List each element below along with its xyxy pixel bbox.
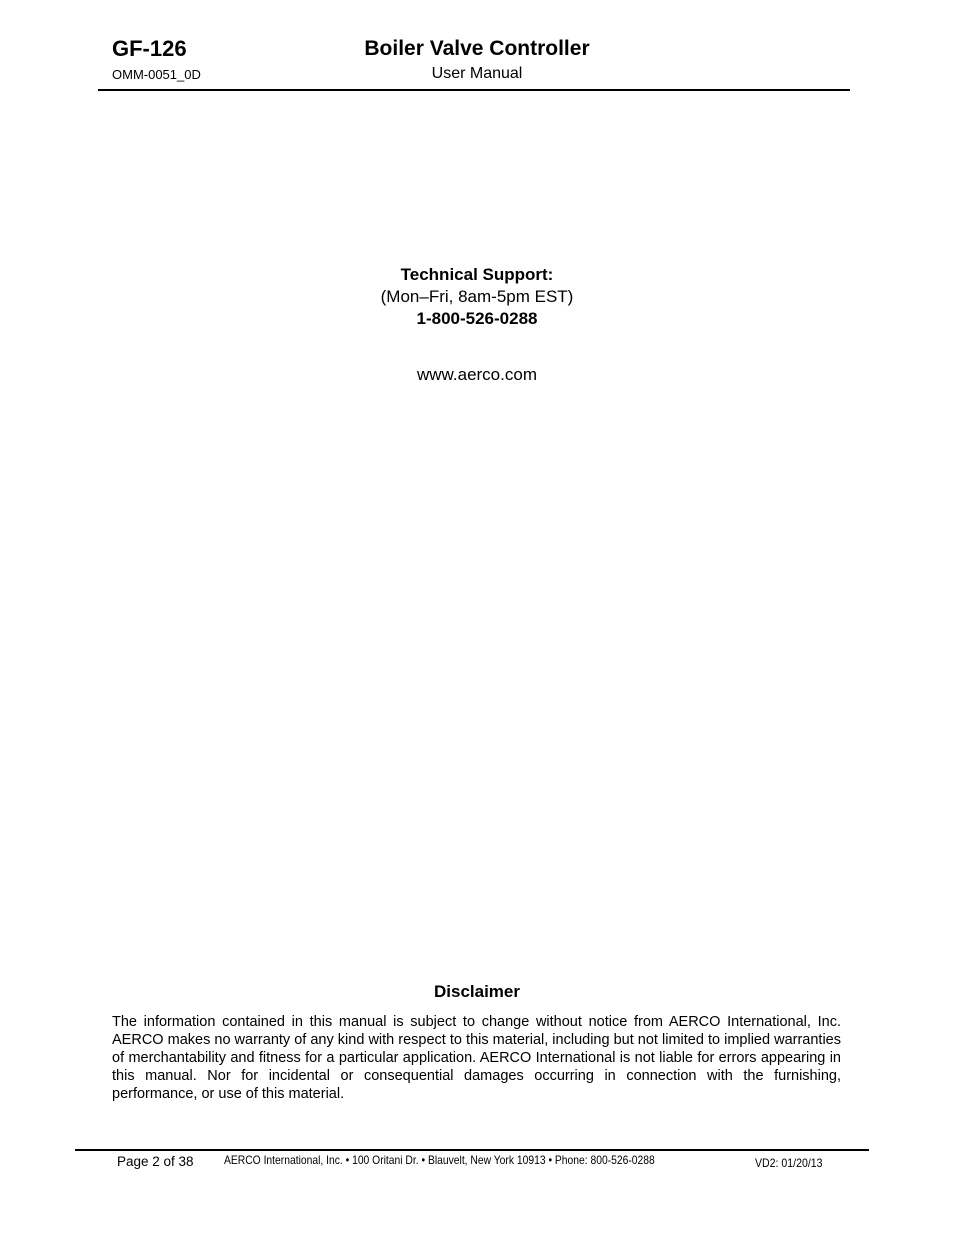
footer-company-info: AERCO International, Inc. • 100 Oritani Dr. • Blauvelt, New York 10913 • Phone: 800-526-0288 (224, 1153, 655, 1167)
document-title: Boiler Valve Controller (364, 37, 590, 60)
footer-divider (75, 1149, 869, 1151)
product-code: GF-126 (112, 36, 187, 61)
page-number: Page 2 of 38 (117, 1154, 194, 1169)
support-phone: 1-800-526-0288 (416, 309, 538, 328)
technical-support-block (0, 264, 954, 386)
header-divider (98, 89, 850, 91)
document-subtitle: User Manual (431, 65, 523, 82)
disclaimer-body: The information contained in this manual is subject to change without notice from AERCO International, Inc. AERCO makes no warranty of any kind with respect to this material, including but not limited to implied warranties of merchantability and fitness for a particular application. AERCO International is not liable for errors appearing in this manual. Nor for incidental or consequential damages occurring in connection with the furnishing, performance, or use of this material. (112, 1014, 841, 1102)
footer-version: VD2: 01/20/13 (755, 1156, 823, 1170)
support-website-link[interactable]: www.aerco.com (417, 365, 537, 384)
disclaimer-title: Disclaimer (434, 982, 520, 1001)
document-number: OMM-0051_0D (112, 67, 201, 82)
support-hours: (Mon–Fri, 8am-5pm EST) (380, 287, 574, 306)
support-heading: Technical Support: (400, 265, 554, 284)
